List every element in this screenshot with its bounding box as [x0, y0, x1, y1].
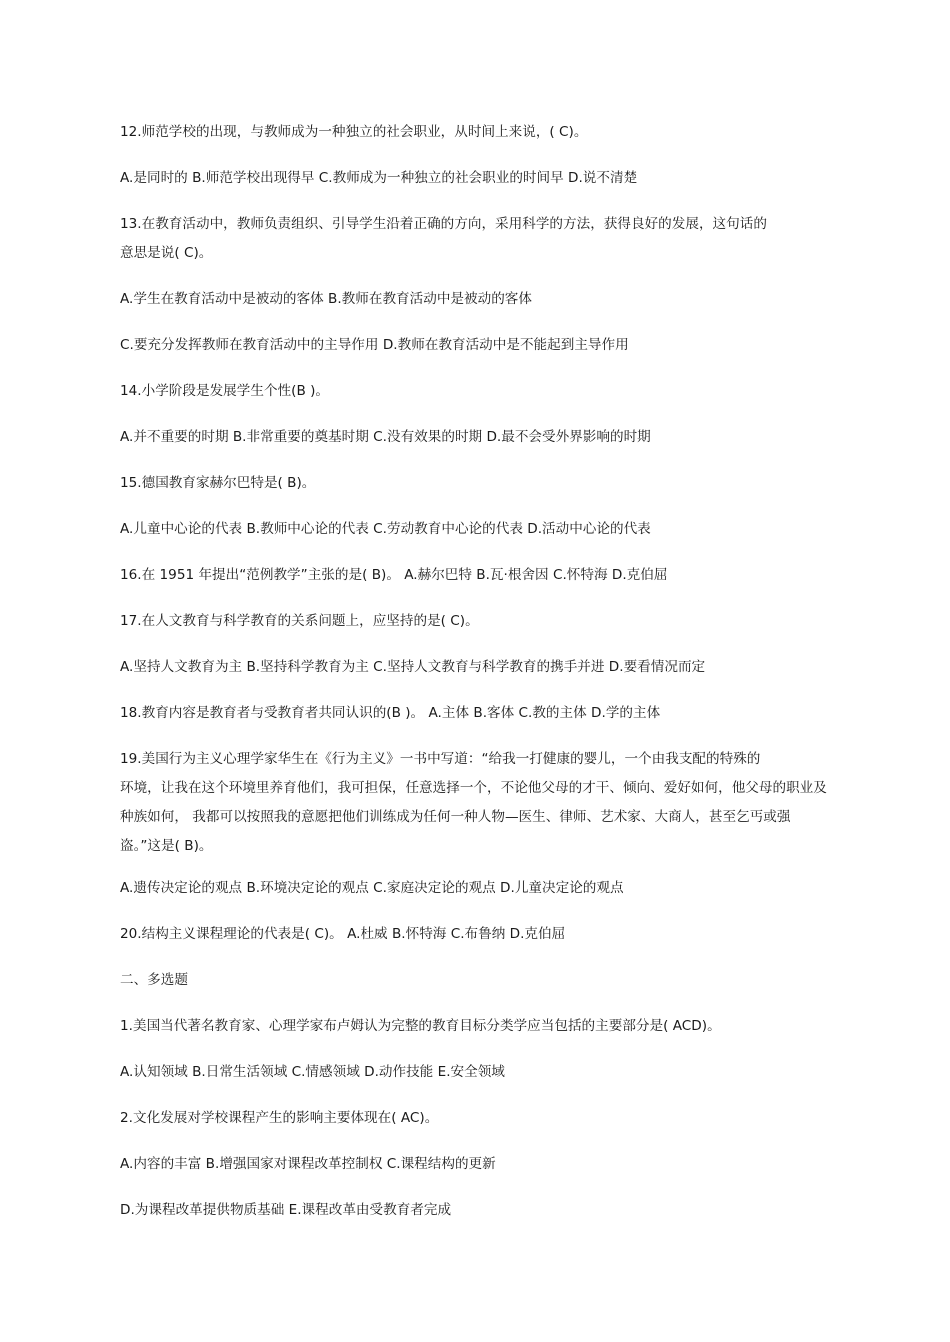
paragraph-line: A.是同时的 B.师范学校出现得早 C.教师成为一种独立的社会职业的时间早 D.说不清楚 — [120, 170, 638, 186]
paragraph-q15-options — [120, 515, 840, 544]
paragraph-line: 15.德国教育家赫尔巴特是( B)。 — [120, 475, 316, 491]
paragraph-q19-options — [120, 874, 840, 903]
paragraph-line: 二、多选题 — [120, 972, 188, 988]
paragraph-q16 — [120, 561, 840, 590]
paragraph-line: C.要充分发挥教师在教育活动中的主导作用 D.教师在教育活动中是不能起到主导作用 — [120, 337, 629, 353]
paragraph-q18 — [120, 699, 840, 728]
paragraph-section-2 — [120, 966, 840, 995]
paragraph-line: 2.文化发展对学校课程产生的影响主要体现在( AC)。 — [120, 1110, 439, 1126]
paragraph-m1-options — [120, 1058, 840, 1087]
paragraph-line: D.为课程改革提供物质基础 E.课程改革由受教育者完成 — [120, 1202, 452, 1218]
paragraph-q13 — [120, 210, 840, 268]
paragraph-line: 14.小学阶段是发展学生个性(B )。 — [120, 383, 329, 399]
paragraph-line: A.内容的丰富 B.增强国家对课程改革控制权 C.课程结构的更新 — [120, 1156, 496, 1172]
paragraph-line: 意思是说( C)。 — [120, 245, 213, 261]
paragraph-m1 — [120, 1012, 840, 1041]
paragraph-line: A.并不重要的时期 B.非常重要的奠基时期 C.没有效果的时期 D.最不会受外界影响的时期 — [120, 429, 651, 445]
paragraph-q14 — [120, 377, 840, 406]
paragraph-m2 — [120, 1104, 840, 1133]
paragraph-q12 — [120, 118, 840, 147]
paragraph-m2-options-2 — [120, 1196, 840, 1225]
paragraph-line: 18.教育内容是教育者与受教育者共同认识的(B )。 A.主体 B.客体 C.教的主体 D.学的主体 — [120, 705, 661, 721]
paragraph-line: 19.美国行为主义心理学家华生在《行为主义》一书中写道：“给我一打健康的婴儿，一个由我支配的特殊的 — [120, 751, 761, 767]
paragraph-q13-options-1 — [120, 285, 840, 314]
paragraph-line: A.认知领域 B.日常生活领域 C.情感领域 D.动作技能 E.安全领域 — [120, 1064, 505, 1080]
paragraph-q20 — [120, 920, 840, 949]
paragraph-q19 — [120, 745, 840, 861]
paragraph-q17 — [120, 607, 840, 636]
paragraph-line: 20.结构主义课程理论的代表是( C)。 A.杜威 B.怀特海 C.布鲁纳 D.克伯屈 — [120, 926, 566, 942]
paragraph-line: A.遗传决定论的观点 B.环境决定论的观点 C.家庭决定论的观点 D.儿童决定论的观点 — [120, 880, 624, 896]
paragraph-q15 — [120, 469, 840, 498]
paragraph-q14-options — [120, 423, 840, 452]
paragraph-q17-options — [120, 653, 840, 682]
paragraph-line: A.儿童中心论的代表 B.教师中心论的代表 C.劳动教育中心论的代表 D.活动中心论的代表 — [120, 521, 651, 537]
paragraph-line: 17.在人文教育与科学教育的关系问题上，应坚持的是( C)。 — [120, 613, 479, 629]
paragraph-line: A.坚持人文教育为主 B.坚持科学教育为主 C.坚持人文教育与科学教育的携手并进 D.要看情况而定 — [120, 659, 706, 675]
paragraph-line: 12.师范学校的出现，与教师成为一种独立的社会职业，从时间上来说，( C)。 — [120, 124, 588, 140]
paragraph-m2-options-1 — [120, 1150, 840, 1179]
paragraph-line: 环境，让我在这个环境里养育他们，我可担保，任意选择一个，不论他父母的才干、倾向、爱好如何，他父母的职业及 — [120, 780, 827, 796]
paragraph-q13-options-2 — [120, 331, 840, 360]
paragraph-line: 13.在教育活动中，教师负责组织、引导学生沿着正确的方向，采用科学的方法，获得良好的发展，这句话的 — [120, 216, 767, 232]
paragraph-line: A.学生在教育活动中是被动的客体 B.教师在教育活动中是被动的客体 — [120, 291, 532, 307]
paragraph-line: 盗。”这是( B)。 — [120, 838, 213, 854]
paragraph-line: 16.在 1951 年提出“范例教学”主张的是( B)。 A.赫尔巴特 B.瓦·根舍因 C.怀特海 D.克伯屈 — [120, 567, 668, 583]
paragraph-line: 种族如何， 我都可以按照我的意愿把他们训练成为任何一种人物—医生、律师、艺术家、大商人，甚至乞丐或强 — [120, 809, 791, 825]
paragraph-line: 1.美国当代著名教育家、心理学家布卢姆认为完整的教育目标分类学应当包括的主要部分是( ACD)。 — [120, 1018, 721, 1034]
paragraph-q12-options — [120, 164, 840, 193]
